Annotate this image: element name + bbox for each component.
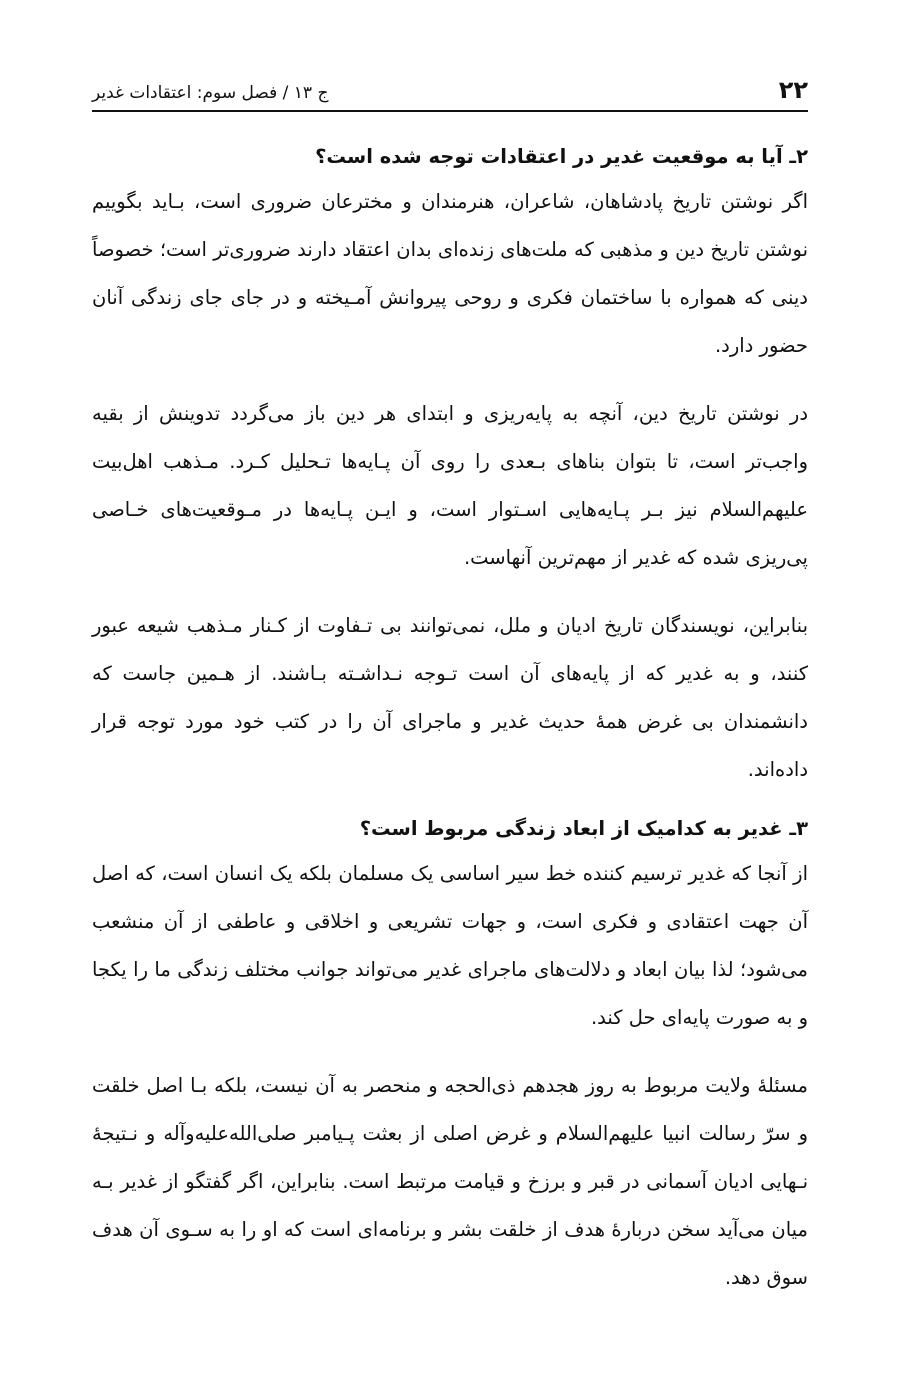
page-content xyxy=(92,142,808,1322)
paragraph: مسئلهٔ ولایت مربوط به روز هجدهم ذی‌الحجه و منحصر به آن نیست، بلکه بـا اصل خلقت و سرّ رسالت انبیا علیهم‌السلام و غرض اصلی از بعثت پـیامبر صلی‌الله‌علیه‌وآله و نـتیجهٔ نـهایی ادیان آسمانی در قبر و برزخ و قیامت مرتبط است. بنابراین، اگر گفتگو از غدیر بـه میان می‌آید سخن دربارهٔ هدف از خلقت بشر و برنامه‌ای است که او را به سـوی آن هدف سوق دهد. xyxy=(92,1074,808,1289)
section-heading-2: ۲ـ آیا به موقعیت غدیر در اعتقادات توجه شده است؟ xyxy=(315,145,808,168)
paragraph: اگر نوشتن تاریخ پادشاهان، شاعران، هنرمندان و مخترعان ضروری است، بـاید بگوییم نوشتن تاریخ دین و مذهبی که ملت‌های زنده‌ای بدان اعتقاد دارند ضروری‌تر است؛ خصوصاً دینی که همواره با ساختمان فکری و روحی پیروانش آمـیخته و در جای جای زندگی آنان حضور دارد. xyxy=(92,190,808,357)
section-heading-3: ۳ـ غدیر به کدامیک از ابعاد زندگی مربوط است؟ xyxy=(359,817,808,840)
running-header-title: ج ۱۳ / فصل سوم: اعتقادات غدیر xyxy=(92,83,329,103)
book-page xyxy=(92,0,808,1390)
running-header xyxy=(92,70,808,112)
paragraph: از آنجا که غدیر ترسیم کننده خط سیر اساسی یک مسلمان بلکه یک انسان است، که اصل آن جهت اعتقادی و فکری است، و جهات تشریعی و اخلاقی و عاطفی از آن منشعب می‌شود؛ لذا بیان ابعاد و دلالت‌های ماجرای غدیر می‌تواند جوانب مختلف زندگی ما را یکجا و به صورت پایه‌ای حل کند. xyxy=(92,862,808,1029)
paragraph: در نوشتن تاریخ دین، آنچه به پایه‌ریزی و ابتدای هر دین باز می‌گردد تدوینش از بقیه واجب‌تر است، تا بتوان بناهای بـعدی را روی آن پـایه‌ها تـحلیل کـرد. مـذهب اهل‌بیت علیهم‌السلام نیز بـر پـایه‌هایی اسـتوار است، و ایـن پـایه‌ها در مـوقعیت‌های خـاصی پی‌ریزی شده که غدیر از مهم‌ترین آنهاست. xyxy=(92,402,808,569)
page-number: ۲۲ xyxy=(778,76,808,104)
paragraph: بنابراین، نویسندگان تاریخ ادیان و ملل، نمی‌توانند بی تـفاوت از کـنار مـذهب شیعه عبور کنند، و به غدیر که از پایه‌های آن است تـوجه نـداشـته بـاشند. از هـمین جاست که دانشمندان بی غرض همهٔ حدیث غدیر و ماجرای آن را در کتب خود مورد توجه قرار داده‌اند. xyxy=(92,614,808,781)
